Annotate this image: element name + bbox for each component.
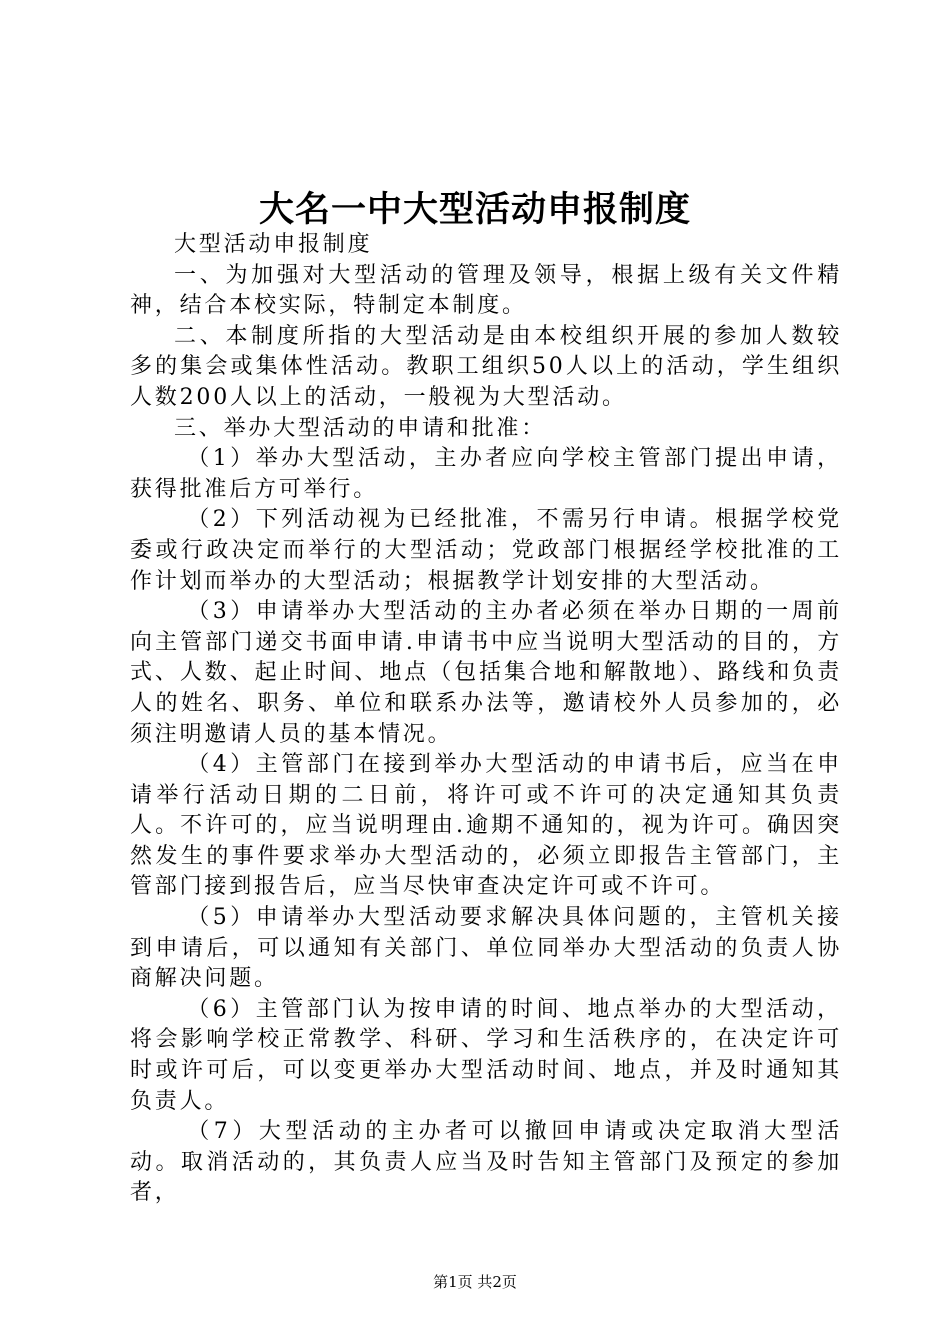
paragraph-item-6: （6）主管部门认为按申请的时间、地点举办的大型活动，将会影响学校正常教学、科研、学习和生活秩序的，在决定许可时或许可后，可以变更举办大型活动时间、地点，并及时通知其负责人。 (130, 996, 842, 1114)
paragraph-3: 三、举办大型活动的申请和批准： (174, 415, 547, 441)
paragraph-item-5: （5）申请举办大型活动要求解决具体问题的，主管机关接到申请后，可以通知有关部门、单位同举办大型活动的负责人协商解决问题。 (130, 905, 842, 992)
page-number-footer: 第1页 共2页 (433, 1273, 517, 1291)
paragraph-item-2: （2）下列活动视为已经批准，不需另行申请。根据学校党委或行政决定而举行的大型活动；党政部门根据经学校批准的工作计划而举办的大型活动；根据教学计划安排的大型活动。 (130, 507, 842, 594)
paragraph-1: 一、为加强对大型活动的管理及领导，根据上级有关文件精神，结合本校实际，特制定本制度。 (130, 262, 842, 319)
document-subtitle: 大型活动申报制度 (174, 232, 373, 257)
paragraph-item-3: （3）申请举办大型活动的主办者必须在举办日期的一周前向主管部门递交书面申请.申请书中应当说明大型活动的目的，方式、人数、起止时间、地点（包括集合地和解散地）、路线和负责人的姓名、职务、单位和联系办法等，邀请校外人员参加的，必须注明邀请人员的基本情况。 (130, 599, 842, 747)
document-title: 大名一中大型活动申报制度 (258, 189, 691, 230)
paragraph-item-7: （7）大型活动的主办者可以撤回申请或决定取消大型活动。取消活动的，其负责人应当及时告知主管部门及预定的参加者， (130, 1119, 842, 1206)
paragraph-item-4: （4）主管部门在接到举办大型活动的申请书后，应当在申请举行活动日期的二日前，将许可或不许可的决定通知其负责人。不许可的，应当说明理由.逾期不通知的，视为许可。确因突然发生的事件要求举办大型活动的，必须立即报告主管部门，主管部门接到报告后，应当尽快审查决定许可或不许可。 (130, 752, 842, 900)
paragraph-item-1: （1）举办大型活动，主办者应向学校主管部门提出申请，获得批准后方可举行。 (130, 446, 842, 502)
paragraph-2: 二、本制度所指的大型活动是由本校组织开展的参加人数较多的集会或集体性活动。教职工组织50人以上的活动，学生组织人数200人以上的活动，一般视为大型活动。 (130, 323, 842, 410)
document-body (130, 230, 842, 1209)
